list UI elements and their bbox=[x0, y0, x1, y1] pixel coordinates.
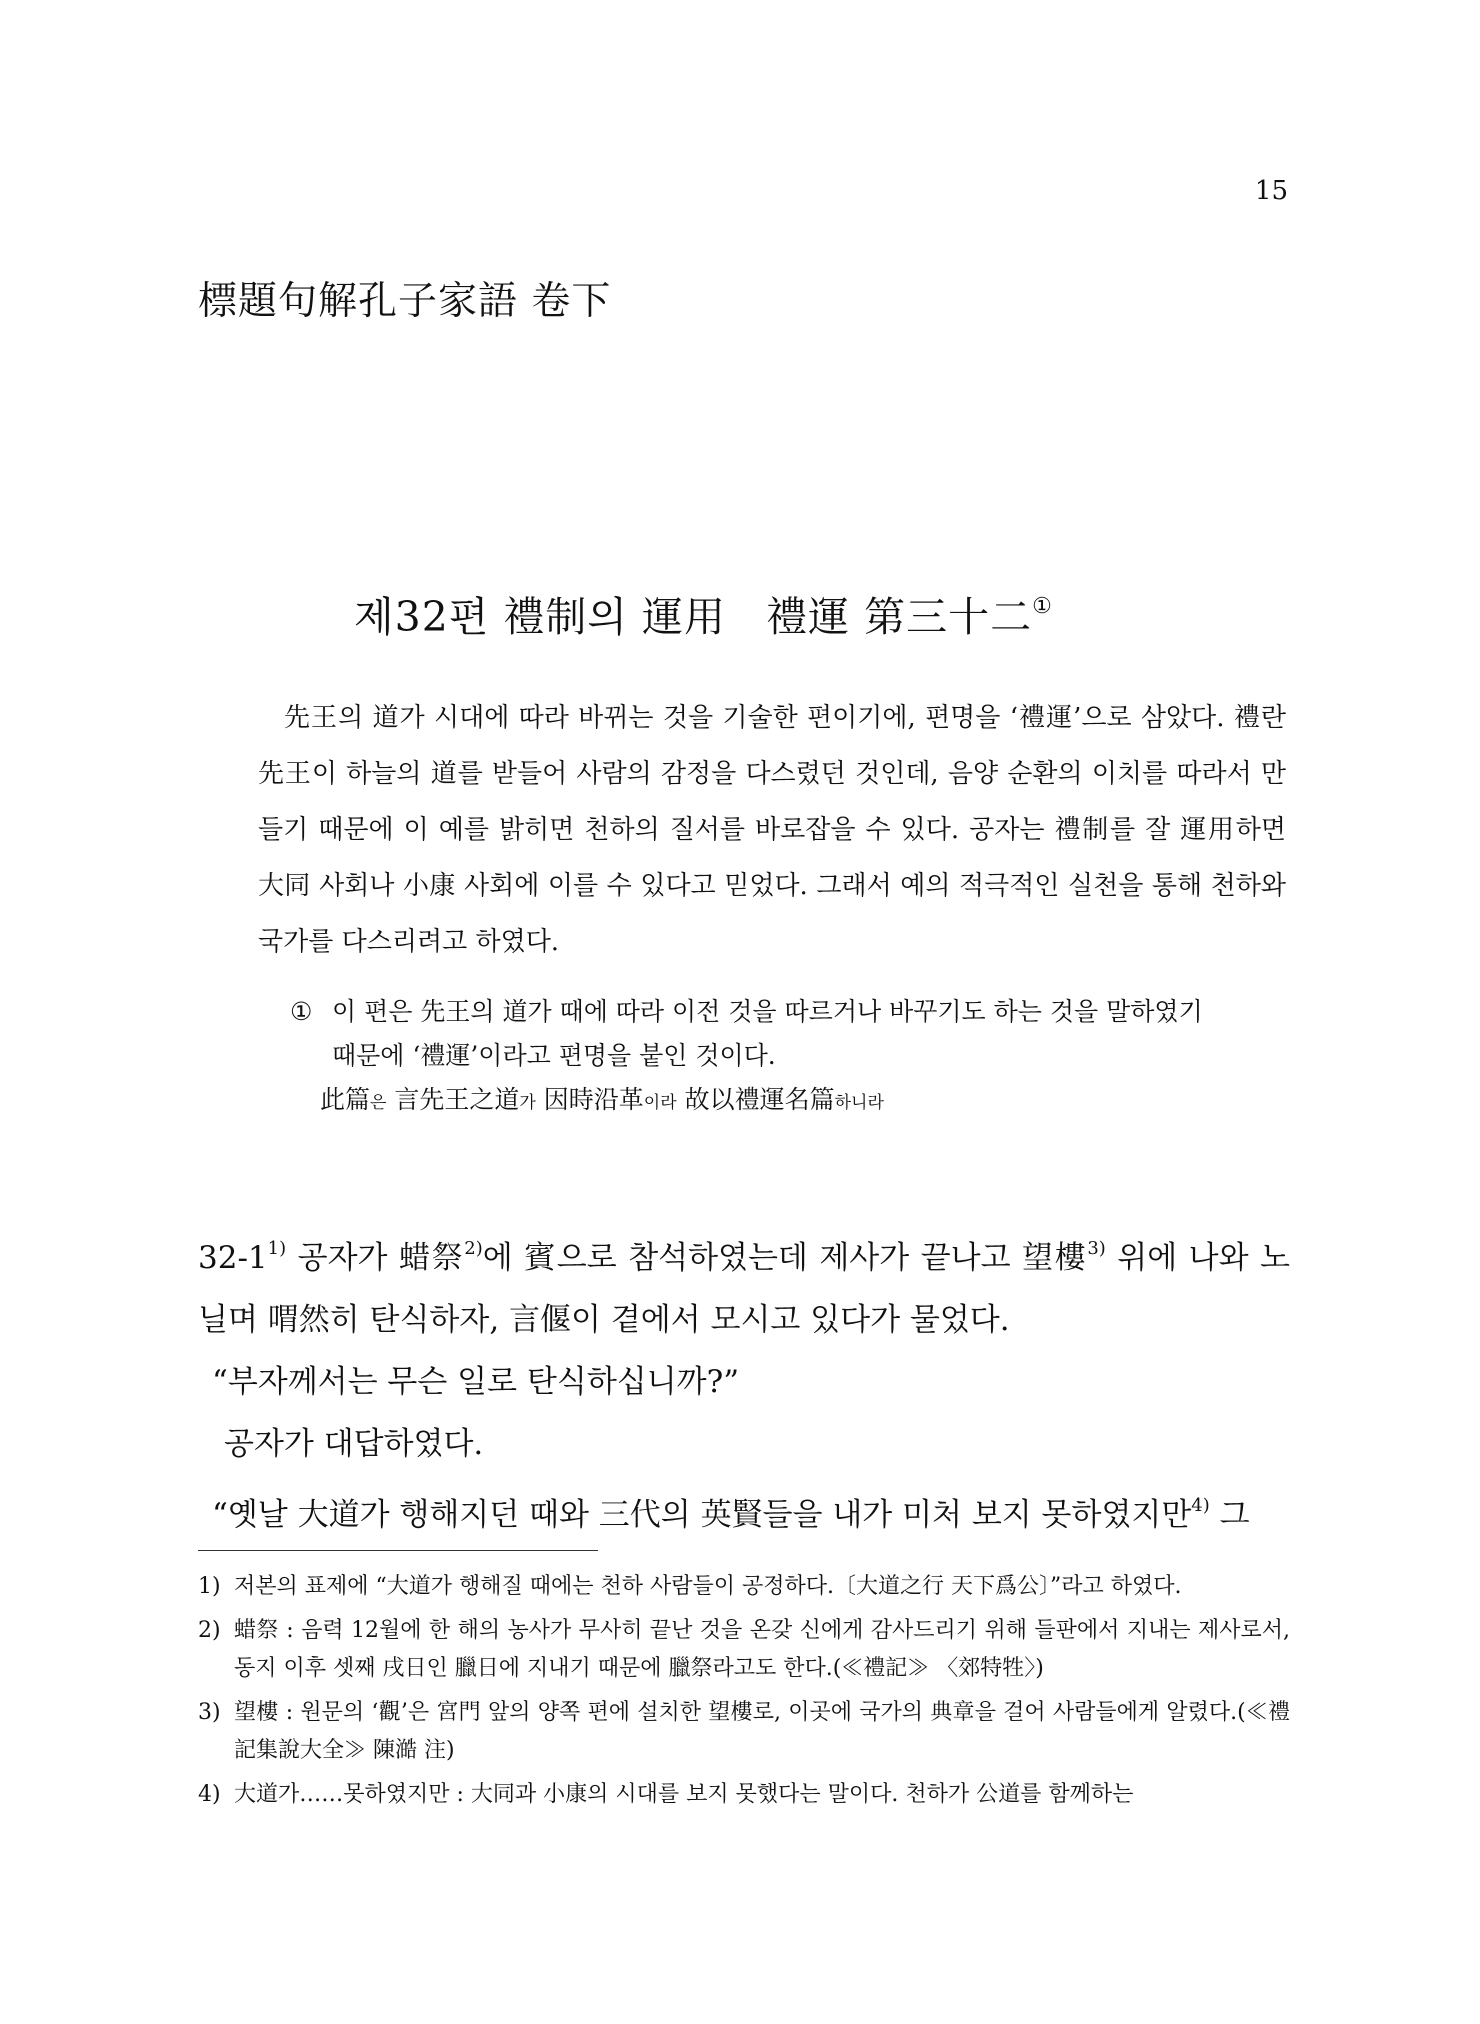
main-paragraph-1 bbox=[198, 1218, 1290, 1351]
quote-1: “부자께서는 무슨 일로 탄식하십니까?” bbox=[212, 1364, 740, 1400]
chapter-note-text-1: 이 편은 先王의 道가 때에 따라 이전 것을 따르거나 바꾸기도 하는 것을 말하였기 bbox=[332, 997, 1203, 1026]
footnote bbox=[198, 1694, 1290, 1770]
hanmun-particle: 하니라 bbox=[834, 1093, 884, 1113]
reply-line: 공자가 대답하였다. bbox=[224, 1426, 484, 1462]
footnote-divider bbox=[198, 1550, 598, 1551]
section-number: 32-1 bbox=[198, 1240, 268, 1276]
page-number: 15 bbox=[1254, 176, 1288, 206]
chapter-note bbox=[290, 990, 1290, 1125]
main-text-segment: “옛날 大道가 행해지던 때와 三代의 英賢들을 내가 미처 보지 못하였지만 bbox=[212, 1497, 1192, 1533]
hanmun-seg: 言先王之道 bbox=[386, 1085, 520, 1114]
chapter-heading-hanja: 禮運 第三十二 bbox=[766, 593, 1033, 641]
hanmun-seg: 因時沿革 bbox=[535, 1085, 644, 1114]
book-title: 標題句解孔子家語 卷下 bbox=[198, 279, 612, 324]
footnote-text: 望樓 : 원문의 ‘觀’은 宮門 앞의 양쪽 편에 설치한 望樓로, 이곳에 국가의 典章을 걸어 사람들에게 알렸다.(≪禮記集說大全≫ 陳澔 注) bbox=[234, 1700, 1290, 1763]
main-text-segment: 그 bbox=[1209, 1497, 1250, 1533]
main-text bbox=[198, 1218, 1290, 1546]
footnote-text: 大道가……못하였지만 : 大同과 小康의 시대를 보지 못했다는 말이다. 천하가 公道를 함께하는 bbox=[234, 1782, 1134, 1807]
footnote bbox=[198, 1568, 1290, 1606]
chapter-heading-korean: 제32편 禮制의 運用 bbox=[354, 593, 727, 641]
chapter-note-mark: ① bbox=[1032, 594, 1053, 619]
footnote-ref-3: 3) bbox=[1087, 1238, 1106, 1259]
footnote-number: 1) bbox=[198, 1574, 221, 1599]
intro-paragraph: 先王의 道가 시대에 따라 바뀌는 것을 기술한 편이기에, 편명을 ‘禮運’으로 삼았다. 禮란 先王이 하늘의 道를 받들어 사람의 감정을 다스렸던 것인데, 음양 순환의 이치를 따라서 만들기 때문에 이 예를 밝히면 천하의 질서를 바로잡을 수 있다. 공자는 禮制를 잘 運用하면 大同 사회나 小康 사회에 이를 수 있다고 믿었다. 그래서 예의 적극적인 실천을 통해 천하와 국가를 다스리려고 하였다. bbox=[258, 703, 1286, 957]
hanmun-particle: 가 bbox=[519, 1093, 536, 1113]
chapter-note-text-2: 때문에 ‘禮運’이라고 편명을 붙인 것이다. bbox=[332, 1041, 776, 1070]
footnotes bbox=[198, 1568, 1290, 1820]
footnote bbox=[198, 1776, 1290, 1814]
hanmun-particle: 은 bbox=[370, 1093, 387, 1113]
footnote bbox=[198, 1612, 1290, 1688]
main-text-segment: 공자가 蜡祭 bbox=[286, 1240, 465, 1276]
footnote-text: 蜡祭 : 음력 12월에 한 해의 농사가 무사히 끝난 것을 온갖 신에게 감사드리기 위해 들판에서 지내는 제사로서, 동지 이후 셋째 戌日인 臘日에 지내기 때문에 臘祭라고도 한다.(≪禮記≫ 〈郊特牲〉) bbox=[234, 1618, 1290, 1681]
hanmun-particle: 이라 bbox=[643, 1093, 677, 1113]
main-text-segment: 위에 나와 노닐며 喟然히 탄식하자, 言偃이 곁에서 모시고 있다가 물었다. bbox=[198, 1240, 1291, 1338]
chapter-note-marker: ① bbox=[290, 997, 313, 1026]
chapter-note-hanmun bbox=[290, 1078, 1290, 1125]
quote-2 bbox=[198, 1475, 1290, 1546]
footnote-ref-2: 2) bbox=[464, 1238, 483, 1259]
chapter-note-line-1 bbox=[290, 990, 1290, 1034]
footnote-number: 4) bbox=[198, 1782, 221, 1807]
main-text-segment: 에 賓으로 참석하였는데 제사가 끝나고 望樓 bbox=[482, 1240, 1088, 1276]
chapter-heading bbox=[354, 584, 1053, 643]
footnote-ref-4: 4) bbox=[1191, 1495, 1210, 1516]
hanmun-seg: 故以禮運名篇 bbox=[676, 1085, 835, 1114]
footnote-number: 3) bbox=[198, 1700, 221, 1725]
hanmun-seg: 此篇 bbox=[320, 1085, 371, 1114]
footnote-number: 2) bbox=[198, 1618, 221, 1643]
footnote-text: 저본의 표제에 “大道가 행해질 때에는 천하 사람들이 공정하다.〔大道之行 天下爲公〕”라고 하였다. bbox=[234, 1574, 1182, 1599]
footnote-ref-1: 1) bbox=[267, 1238, 287, 1259]
